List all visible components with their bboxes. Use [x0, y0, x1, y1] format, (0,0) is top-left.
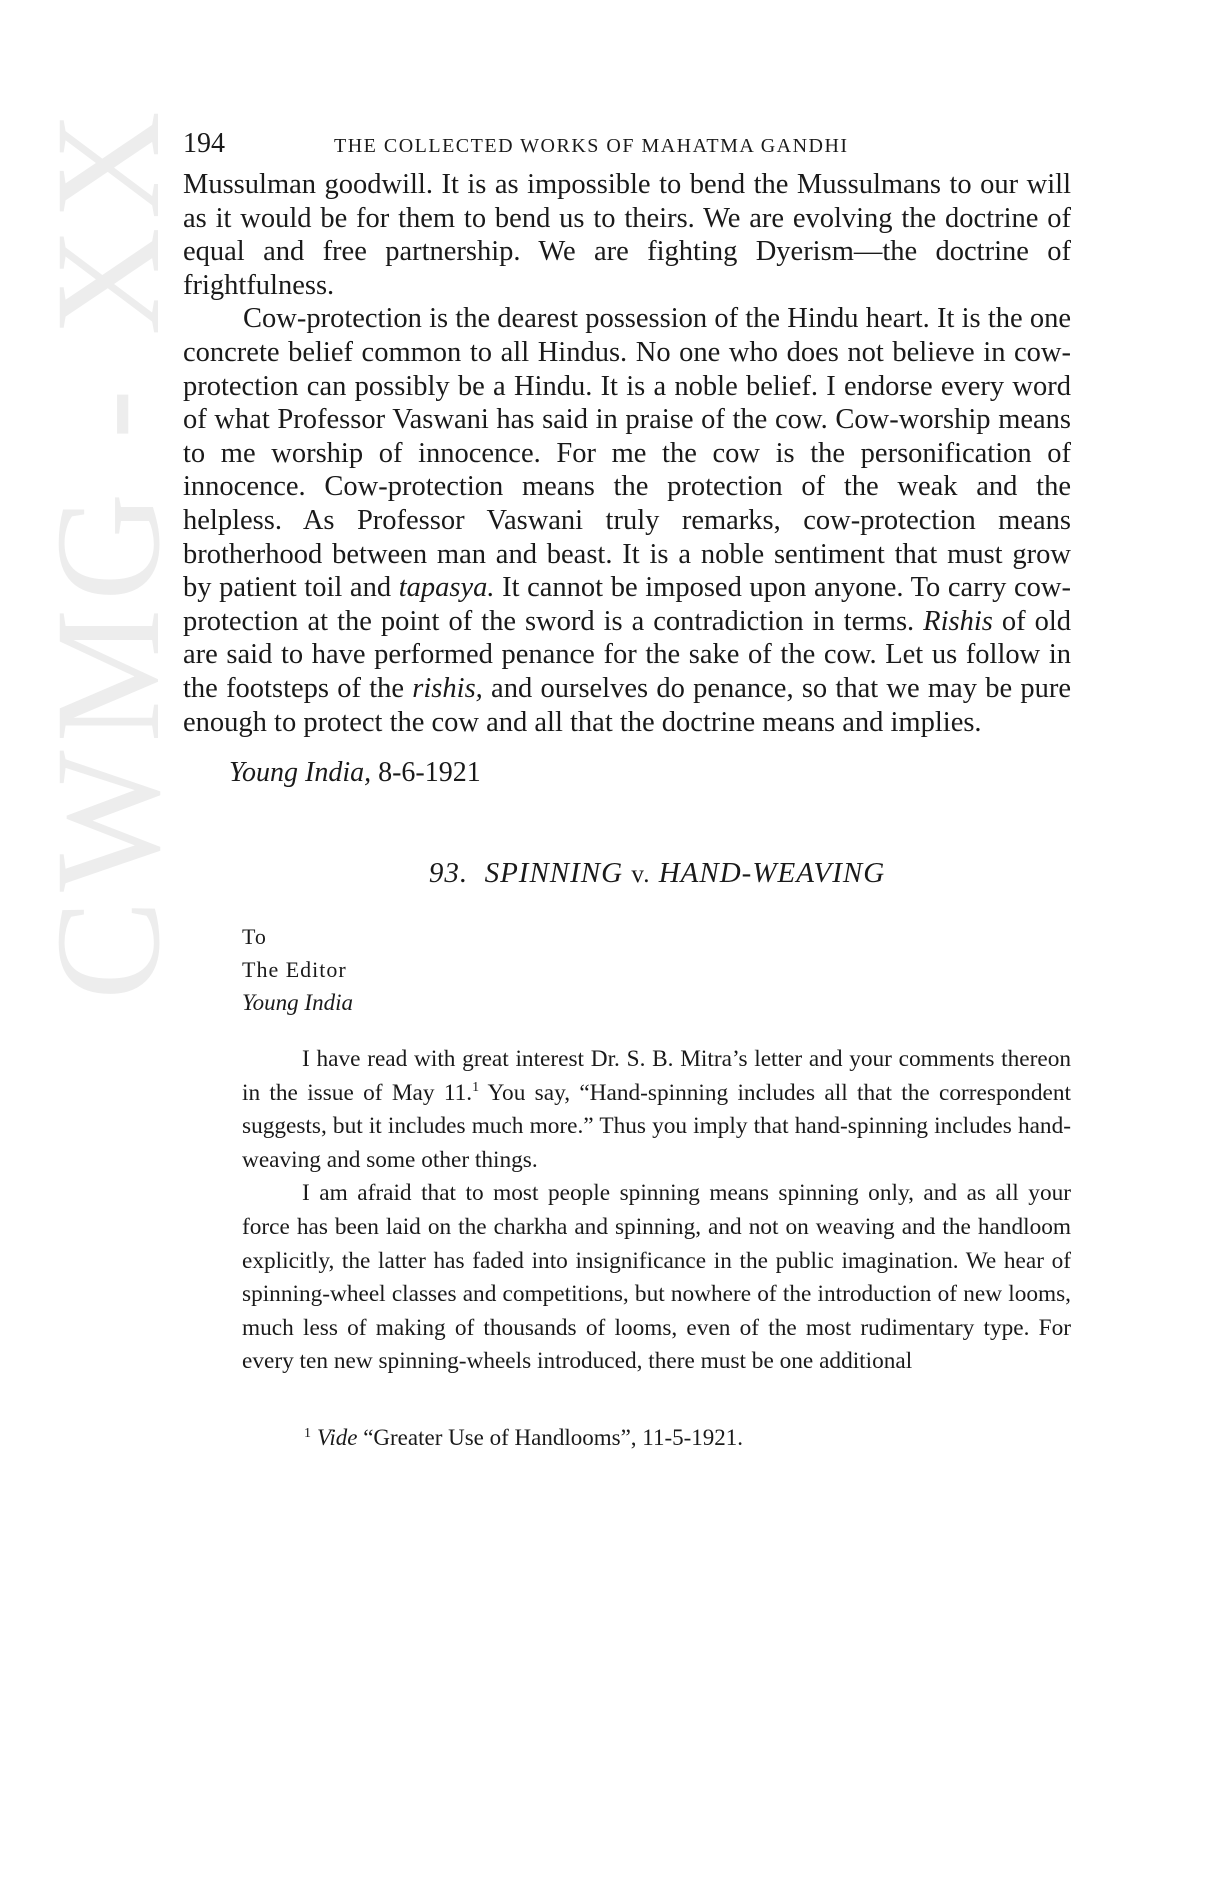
page-number: 194	[183, 128, 225, 159]
paragraph-2-text-d: and ourselves do penance, so that we may be pure enough to protect the cow and all that the doctrine means and implies.	[183, 672, 1071, 738]
paragraph-2	[183, 302, 1071, 739]
letter-address-to: To	[242, 924, 267, 950]
paragraph-2-rishis-capital: Rishis	[923, 605, 993, 637]
letter-address-editor: The Editor	[242, 957, 347, 983]
source-citation	[229, 757, 1071, 789]
running-head: THE COLLECTED WORKS OF MAHATMA GANDHI	[334, 135, 849, 157]
footnote-vide: Vide	[317, 1425, 358, 1451]
source-publication: Young India,	[229, 757, 372, 789]
section-title-versus: v.	[631, 861, 651, 889]
paragraph-1: Mussulman goodwill. It is as impossible to bend the Mussulmans to our will as it would be for them to bend us to theirs. We are evolving the doctrine of equal and free partnership. We are fighting Dyerism—the doctrine of frightfulness.	[183, 169, 1071, 301]
letter-paragraph-1	[242, 1043, 1071, 1177]
footnote-text: “Greater Use of Handlooms”, 11-5-1921.	[363, 1425, 744, 1451]
page-header	[183, 128, 1071, 168]
section-title-part-2: HAND-WEAVING	[658, 857, 886, 890]
paragraph-2-tapasya: tapasya.	[398, 572, 495, 604]
paragraph-2-text-a: Cow-protection is the dearest possession of the Hindu heart. It is the one concrete belief common to all Hindus. No one who does not believe in cow-protection can possibly be a Hindu. It is a noble belief. I endorse every word of what Professor Vaswani has said in praise of the cow. Cow-worship means to me worship of innocence. For me the cow is the personification of innocence. Cow-protection means the protection of the weak and the helpless. As Professor Vaswani truly remarks, cow-protection means brotherhood between man and beast. It is a noble sentiment that must grow by patient toil and	[183, 303, 1071, 604]
footnote-mark: 1	[304, 1426, 311, 1442]
letter-paragraph-2: I am afraid that to most people spinning means spinning only, and as all your force has been laid on the charkha and spinning, and not on weaving and the handloom explicitly, the latter has faded into insignificance in the public imagination. We hear of spinning-wheel classes and competitions, but nowhere of the introduction of new looms, much less of making of thousands of looms, even of the most rudimentary type. For every ten new spinning-wheels introduced, there must be one additional	[242, 1180, 1071, 1375]
cwmg-watermark: CWMG - XX	[25, 103, 191, 1000]
paragraph-2-text-b: It cannot be imposed upon anyone. To carry cow-protection at the point of the sword is a contradiction in terms.	[183, 572, 1071, 637]
page-content	[183, 128, 1071, 1451]
letter	[242, 920, 1071, 1451]
letter-paragraph-1-text-a: I have read with great interest Dr. S. B. Mitra’s letter and your comments thereon in the issue of May 11.	[242, 1046, 1071, 1106]
section-title	[183, 857, 1071, 890]
letter-paragraph-1-text-b: You say, “Hand-spinning includes all that the correspondent suggests, but it includes much more.” Thus you imply that hand-spinning includes hand-weaving and some other things.	[242, 1079, 1071, 1173]
source-date: 8-6-1921	[378, 757, 481, 789]
paragraph-2-rishis: rishis,	[412, 672, 483, 704]
footnote	[304, 1425, 1071, 1451]
footnote-reference: 1	[472, 1079, 480, 1095]
section-number: 93.	[428, 857, 469, 890]
body-text	[183, 168, 1071, 739]
section-title-part-1: SPINNING	[484, 857, 624, 890]
letter-body	[242, 1043, 1071, 1379]
letter-address-publication: Young India	[242, 990, 353, 1016]
paragraph-2-text-c: of old are said to have performed penance for the sake of the cow. Let us follow in the footsteps of the	[183, 605, 1071, 704]
